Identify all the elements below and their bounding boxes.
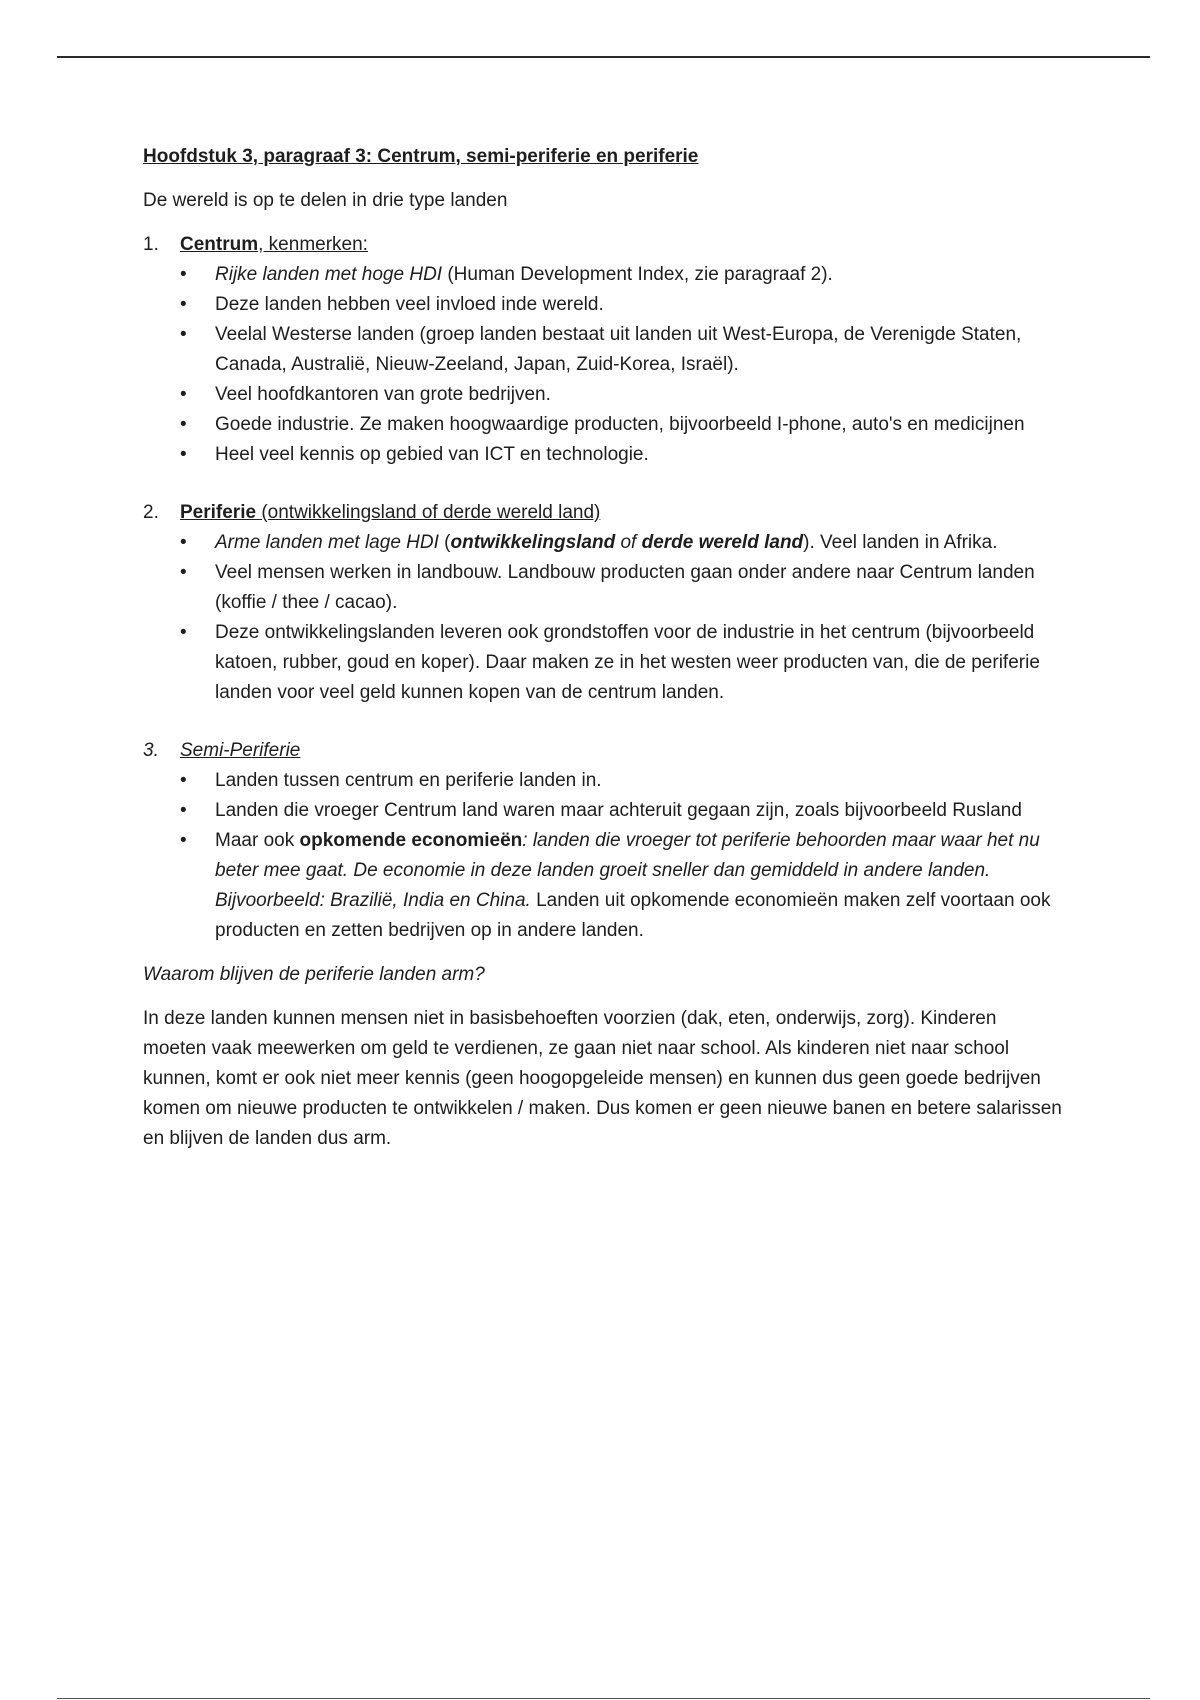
list-item	[143, 440, 1063, 470]
heading-bold: Periferie	[180, 502, 257, 523]
item-text: Veel mensen werken in landbouw. Landbouw producten gaan onder andere naar Centrum landen (koffie / thee / cacao).	[215, 562, 1035, 613]
question-heading: Waarom blijven de periferie landen arm?	[143, 964, 485, 985]
section-heading	[143, 736, 1063, 766]
item-text: Deze landen hebben veel invloed inde wereld.	[215, 294, 604, 315]
heading-bold: Centrum	[180, 234, 259, 255]
italic-text: of	[615, 532, 642, 553]
list-item	[143, 558, 1063, 618]
bullet-icon: •	[180, 264, 187, 285]
section-periferie	[143, 498, 1063, 708]
italic-text: Arme landen met lage HDI	[215, 532, 439, 553]
item-text: ). Veel landen in Afrika.	[803, 532, 998, 553]
footer-rule	[57, 1698, 1150, 1699]
section-number: 1.	[143, 234, 159, 255]
section-number: 2.	[143, 502, 159, 523]
item-text: (Human Development Index, zie paragraaf 2).	[442, 264, 833, 285]
header-rule	[57, 56, 1150, 58]
list-item	[143, 796, 1063, 826]
list-item	[143, 290, 1063, 320]
section-semi-periferie	[143, 736, 1063, 946]
bullet-icon: •	[180, 532, 187, 553]
heading-text: Semi-Periferie	[180, 740, 301, 761]
bullet-icon: •	[180, 324, 187, 345]
item-text: Veelal Westerse landen (groep landen bestaat uit landen uit West-Europa, de Verenigde Staten, Canada, Australië, Nieuw-Zeeland, Japan, Zuid-Korea, Israël).	[215, 324, 1022, 375]
bullet-icon: •	[180, 622, 187, 643]
bold-text: opkomende economieën	[299, 830, 523, 851]
bullet-icon: •	[180, 444, 187, 465]
bullet-icon: •	[180, 830, 187, 851]
list-item	[143, 320, 1063, 380]
bold-italic-text: derde wereld land	[641, 532, 804, 553]
section-heading	[143, 230, 1063, 260]
bold-italic-text: ontwikkelingsland	[450, 532, 616, 553]
bullet-list	[143, 260, 1063, 470]
heading-rest: (ontwikkelingsland of derde wereld land)	[256, 502, 601, 523]
bullet-list	[143, 528, 1063, 708]
item-text: Landen die vroeger Centrum land waren maar achteruit gegaan zijn, zoals bijvoorbeeld Rusland	[215, 800, 1022, 821]
bullet-icon: •	[180, 414, 187, 435]
bullet-icon: •	[180, 800, 187, 821]
list-item	[143, 528, 1063, 558]
list-item	[143, 410, 1063, 440]
heading-rest: , kenmerken:	[258, 234, 368, 255]
list-item	[143, 826, 1063, 946]
item-text: Veel hoofdkantoren van grote bedrijven.	[215, 384, 551, 405]
item-text: (	[438, 532, 451, 553]
intro-paragraph: De wereld is op te delen in drie type landen	[143, 190, 508, 211]
bullet-icon: •	[180, 562, 187, 583]
section-heading	[143, 498, 1063, 528]
list-item	[143, 380, 1063, 410]
item-text: Landen uit opkomende economieën maken zelf voortaan ook producten en zetten bedrijven op in andere landen.	[215, 890, 1051, 941]
item-text: Goede industrie. Ze maken hoogwaardige producten, bijvoorbeeld I-phone, auto's en medicijnen	[215, 414, 1025, 435]
section-number: 3.	[143, 740, 159, 761]
item-text: Deze ontwikkelingslanden leveren ook grondstoffen voor de industrie in het centrum (bijvoorbeeld katoen, rubber, goud en koper). Daar maken ze in het westen weer producten van, die de periferie landen voor veel geld kunnen kopen van de centrum landen.	[215, 622, 1040, 703]
bullet-icon: •	[180, 294, 187, 315]
italic-text: Rijke landen met hoge HDI	[215, 264, 443, 285]
item-text: Landen tussen centrum en periferie landen in.	[215, 770, 602, 791]
bullet-icon: •	[180, 770, 187, 791]
list-item	[143, 260, 1063, 290]
document-body	[143, 142, 1063, 1168]
heading-text	[180, 234, 368, 255]
answer-paragraph: In deze landen kunnen mensen niet in basisbehoeften voorzien (dak, eten, onderwijs, zorg). Kinderen moeten vaak meewerken om geld te verdienen, ze gaan niet naar school. Als kinderen niet naar school kunnen, komt er ook niet meer kennis (geen hoogopgeleide mensen) en kunnen dus geen goede bedrijven komen om nieuwe producten te ontwikkelen / maken. Dus komen er geen nieuwe banen en betere salarissen en blijven de landen dus arm.	[143, 1008, 1062, 1149]
list-item	[143, 618, 1063, 708]
section-centrum	[143, 230, 1063, 470]
bullet-list	[143, 766, 1063, 946]
item-text: Heel veel kennis op gebied van ICT en technologie.	[215, 444, 649, 465]
bullet-icon: •	[180, 384, 187, 405]
item-text: Maar ook	[215, 830, 300, 851]
document-title: Hoofdstuk 3, paragraaf 3: Centrum, semi-periferie en periferie	[143, 146, 699, 167]
heading-text	[180, 502, 600, 523]
list-item	[143, 766, 1063, 796]
italic-text: : landen die vroeger tot periferie behoorden maar waar het nu beter mee gaat. De economie in deze landen groeit sneller dan gemiddeld in andere landen. Bijvoorbeeld: Brazilië, India en China.	[215, 830, 1040, 911]
